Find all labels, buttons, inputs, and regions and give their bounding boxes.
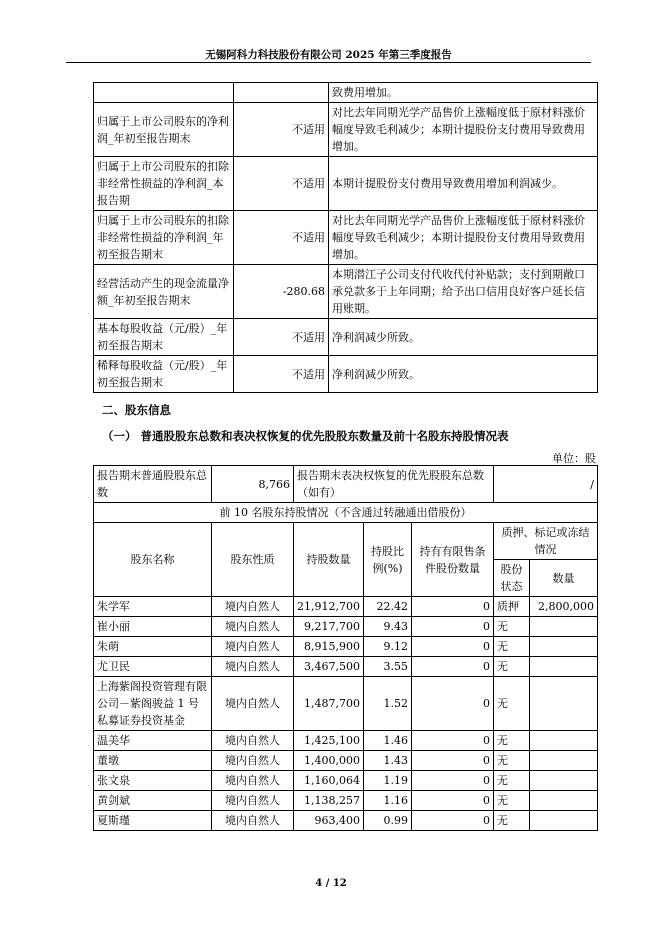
holder-name: 夏斯瑾 <box>94 811 212 831</box>
col-header-nature: 股东性质 <box>212 523 294 597</box>
holder-shares: 8,915,900 <box>294 637 364 657</box>
table-row <box>94 157 598 211</box>
holder-nature: 境内自然人 <box>212 811 294 831</box>
holder-restricted: 0 <box>412 597 494 617</box>
holder-ratio: 0.99 <box>364 811 412 831</box>
section-subtitle: （一） 普通股股东总数和表决权恢复的优先股股东数量及前十名股东持股情况表 <box>102 429 509 443</box>
holder-nature: 境内自然人 <box>212 597 294 617</box>
holder-shares: 1,487,700 <box>294 677 364 731</box>
holder-name: 张文泉 <box>94 771 212 791</box>
holder-nature: 境内自然人 <box>212 617 294 637</box>
col-header-pledge: 质押、标记或冻结情况 <box>494 523 598 560</box>
report-header: 无锡阿科力科技股份有限公司 2025 年第三季度报告 <box>205 49 452 61</box>
value-cell <box>234 83 329 103</box>
holder-nature: 境内自然人 <box>212 657 294 677</box>
item-cell <box>94 83 234 103</box>
holder-shares: 1,160,064 <box>294 771 364 791</box>
holder-pledge-status: 无 <box>494 751 530 771</box>
holder-nature: 境内自然人 <box>212 791 294 811</box>
table-row <box>94 731 598 751</box>
reason-cell: 对比去年同期光学产品售价上涨幅度低于原材料涨价幅度导致毛利减少；本期计提股份支付费用导致费用增加。 <box>329 103 598 157</box>
holder-pledge-status: 无 <box>494 637 530 657</box>
holder-pledge-status: 无 <box>494 657 530 677</box>
holder-pledge-status: 无 <box>494 771 530 791</box>
holder-ratio: 9.43 <box>364 617 412 637</box>
pref-holders-label: 报告期末表决权恢复的优先股股东总数（如有） <box>294 466 494 503</box>
holder-restricted: 0 <box>412 657 494 677</box>
holder-nature: 境内自然人 <box>212 637 294 657</box>
holder-pledge-status: 无 <box>494 731 530 751</box>
page-number: 4 / 12 <box>315 878 347 889</box>
holder-pledge-quantity <box>530 731 598 751</box>
holder-restricted: 0 <box>412 771 494 791</box>
reason-cell: 净利润减少所致。 <box>329 356 598 393</box>
item-cell: 归属于上市公司股东的扣除非经常性损益的净利润_本报告期 <box>94 157 234 211</box>
value-cell: -280.68 <box>234 265 329 319</box>
table-row <box>94 771 598 791</box>
value-cell: 不适用 <box>234 356 329 393</box>
value-cell: 不适用 <box>234 319 329 356</box>
reason-cell: 本期计提股份支付费用导致费用增加利润减少。 <box>329 157 598 211</box>
reason-cell: 对比去年同期光学产品售价上涨幅度低于原材料涨价幅度导致毛利减少；本期计提股份支付费用导致费用增加。 <box>329 211 598 265</box>
table-row <box>94 791 598 811</box>
table-row <box>94 657 598 677</box>
holder-name: 尤卫民 <box>94 657 212 677</box>
holder-restricted: 0 <box>412 731 494 751</box>
holder-pledge-quantity <box>530 771 598 791</box>
holder-restricted: 0 <box>412 637 494 657</box>
item-cell: 基本每股收益（元/股）_年初至报告期末 <box>94 319 234 356</box>
holder-name: 朱萌 <box>94 637 212 657</box>
value-cell: 不适用 <box>234 211 329 265</box>
holder-pledge-status: 无 <box>494 617 530 637</box>
holder-name: 董墩 <box>94 751 212 771</box>
table-row <box>94 103 598 157</box>
holder-restricted: 0 <box>412 791 494 811</box>
holder-pledge-quantity <box>530 637 598 657</box>
holder-shares: 3,467,500 <box>294 657 364 677</box>
holder-name: 温美华 <box>94 731 212 751</box>
holder-restricted: 0 <box>412 811 494 831</box>
table-row <box>94 356 598 393</box>
holder-name: 上海紫阁投资管理有限公司－紫阁骏益 1 号私募证券投资基金 <box>94 677 212 731</box>
table-row <box>94 83 598 103</box>
col-header-shares: 持股数量 <box>294 523 364 597</box>
holder-restricted: 0 <box>412 617 494 637</box>
value-cell: 不适用 <box>234 103 329 157</box>
table-row <box>94 751 598 771</box>
change-reasons-table <box>93 82 598 393</box>
holder-pledge-quantity <box>530 677 598 731</box>
holder-pledge-quantity <box>530 617 598 637</box>
holder-shares: 21,912,700 <box>294 597 364 617</box>
holder-ratio: 1.52 <box>364 677 412 731</box>
holder-pledge-quantity <box>530 791 598 811</box>
holder-shares: 1,400,000 <box>294 751 364 771</box>
total-holders-label: 报告期末普通股股东总数 <box>94 466 212 503</box>
holder-ratio: 1.19 <box>364 771 412 791</box>
col-header-restricted: 持有有限售条件股份数量 <box>412 523 494 597</box>
holder-name: 崔小丽 <box>94 617 212 637</box>
shareholders-table <box>93 465 598 831</box>
table-row <box>94 597 598 617</box>
holder-pledge-status: 质押 <box>494 597 530 617</box>
holder-shares: 9,217,700 <box>294 617 364 637</box>
holder-ratio: 3.55 <box>364 657 412 677</box>
reason-cell: 致费用增加。 <box>329 83 598 103</box>
holder-restricted: 0 <box>412 677 494 731</box>
unit-label: 单位：股 <box>552 452 596 465</box>
holder-ratio: 9.12 <box>364 637 412 657</box>
table-row <box>94 617 598 637</box>
holder-shares: 1,138,257 <box>294 791 364 811</box>
col-header-quantity: 数量 <box>530 560 598 597</box>
holder-ratio: 1.46 <box>364 731 412 751</box>
holder-ratio: 22.42 <box>364 597 412 617</box>
holder-shares: 963,400 <box>294 811 364 831</box>
item-cell: 归属于上市公司股东的净利润_年初至报告期末 <box>94 103 234 157</box>
col-header-name: 股东名称 <box>94 523 212 597</box>
holder-pledge-quantity: 2,800,000 <box>530 597 598 617</box>
table-row <box>94 811 598 831</box>
holder-pledge-status: 无 <box>494 677 530 731</box>
section-title: 二、股东信息 <box>102 403 171 417</box>
holder-ratio: 1.16 <box>364 791 412 811</box>
header-divider <box>66 62 591 63</box>
holder-nature: 境内自然人 <box>212 771 294 791</box>
holder-ratio: 1.43 <box>364 751 412 771</box>
table-caption: 前 10 名股东持股情况（不含通过转融通出借股份） <box>94 503 598 523</box>
table-row <box>94 637 598 657</box>
col-header-ratio: 持股比例(%) <box>364 523 412 597</box>
holder-pledge-quantity <box>530 811 598 831</box>
reason-cell: 净利润减少所致。 <box>329 319 598 356</box>
total-holders-value: 8,766 <box>212 466 294 503</box>
table-row <box>94 319 598 356</box>
holder-name: 黄剑斌 <box>94 791 212 811</box>
holder-pledge-quantity <box>530 657 598 677</box>
value-cell: 不适用 <box>234 157 329 211</box>
reason-cell: 本期潜江子公司支付代收代付补贴款；支付到期敞口承兑款多于上年同期；给予出口信用良好客户延长信用账期。 <box>329 265 598 319</box>
table-row <box>94 265 598 319</box>
table-row <box>94 677 598 731</box>
holder-nature: 境内自然人 <box>212 677 294 731</box>
holder-nature: 境内自然人 <box>212 751 294 771</box>
holder-shares: 1,425,100 <box>294 731 364 751</box>
item-cell: 稀释每股收益（元/股）_年初至报告期末 <box>94 356 234 393</box>
pref-holders-value: / <box>494 466 598 503</box>
holder-pledge-status: 无 <box>494 811 530 831</box>
holder-nature: 境内自然人 <box>212 731 294 751</box>
holder-name: 朱学军 <box>94 597 212 617</box>
col-header-status: 股份状态 <box>494 560 530 597</box>
holder-pledge-quantity <box>530 751 598 771</box>
item-cell: 经营活动产生的现金流量净额_年初至报告期末 <box>94 265 234 319</box>
item-cell: 归属于上市公司股东的扣除非经常性损益的净利润_年初至报告期末 <box>94 211 234 265</box>
table-row <box>94 211 598 265</box>
holder-pledge-status: 无 <box>494 791 530 811</box>
holder-restricted: 0 <box>412 751 494 771</box>
